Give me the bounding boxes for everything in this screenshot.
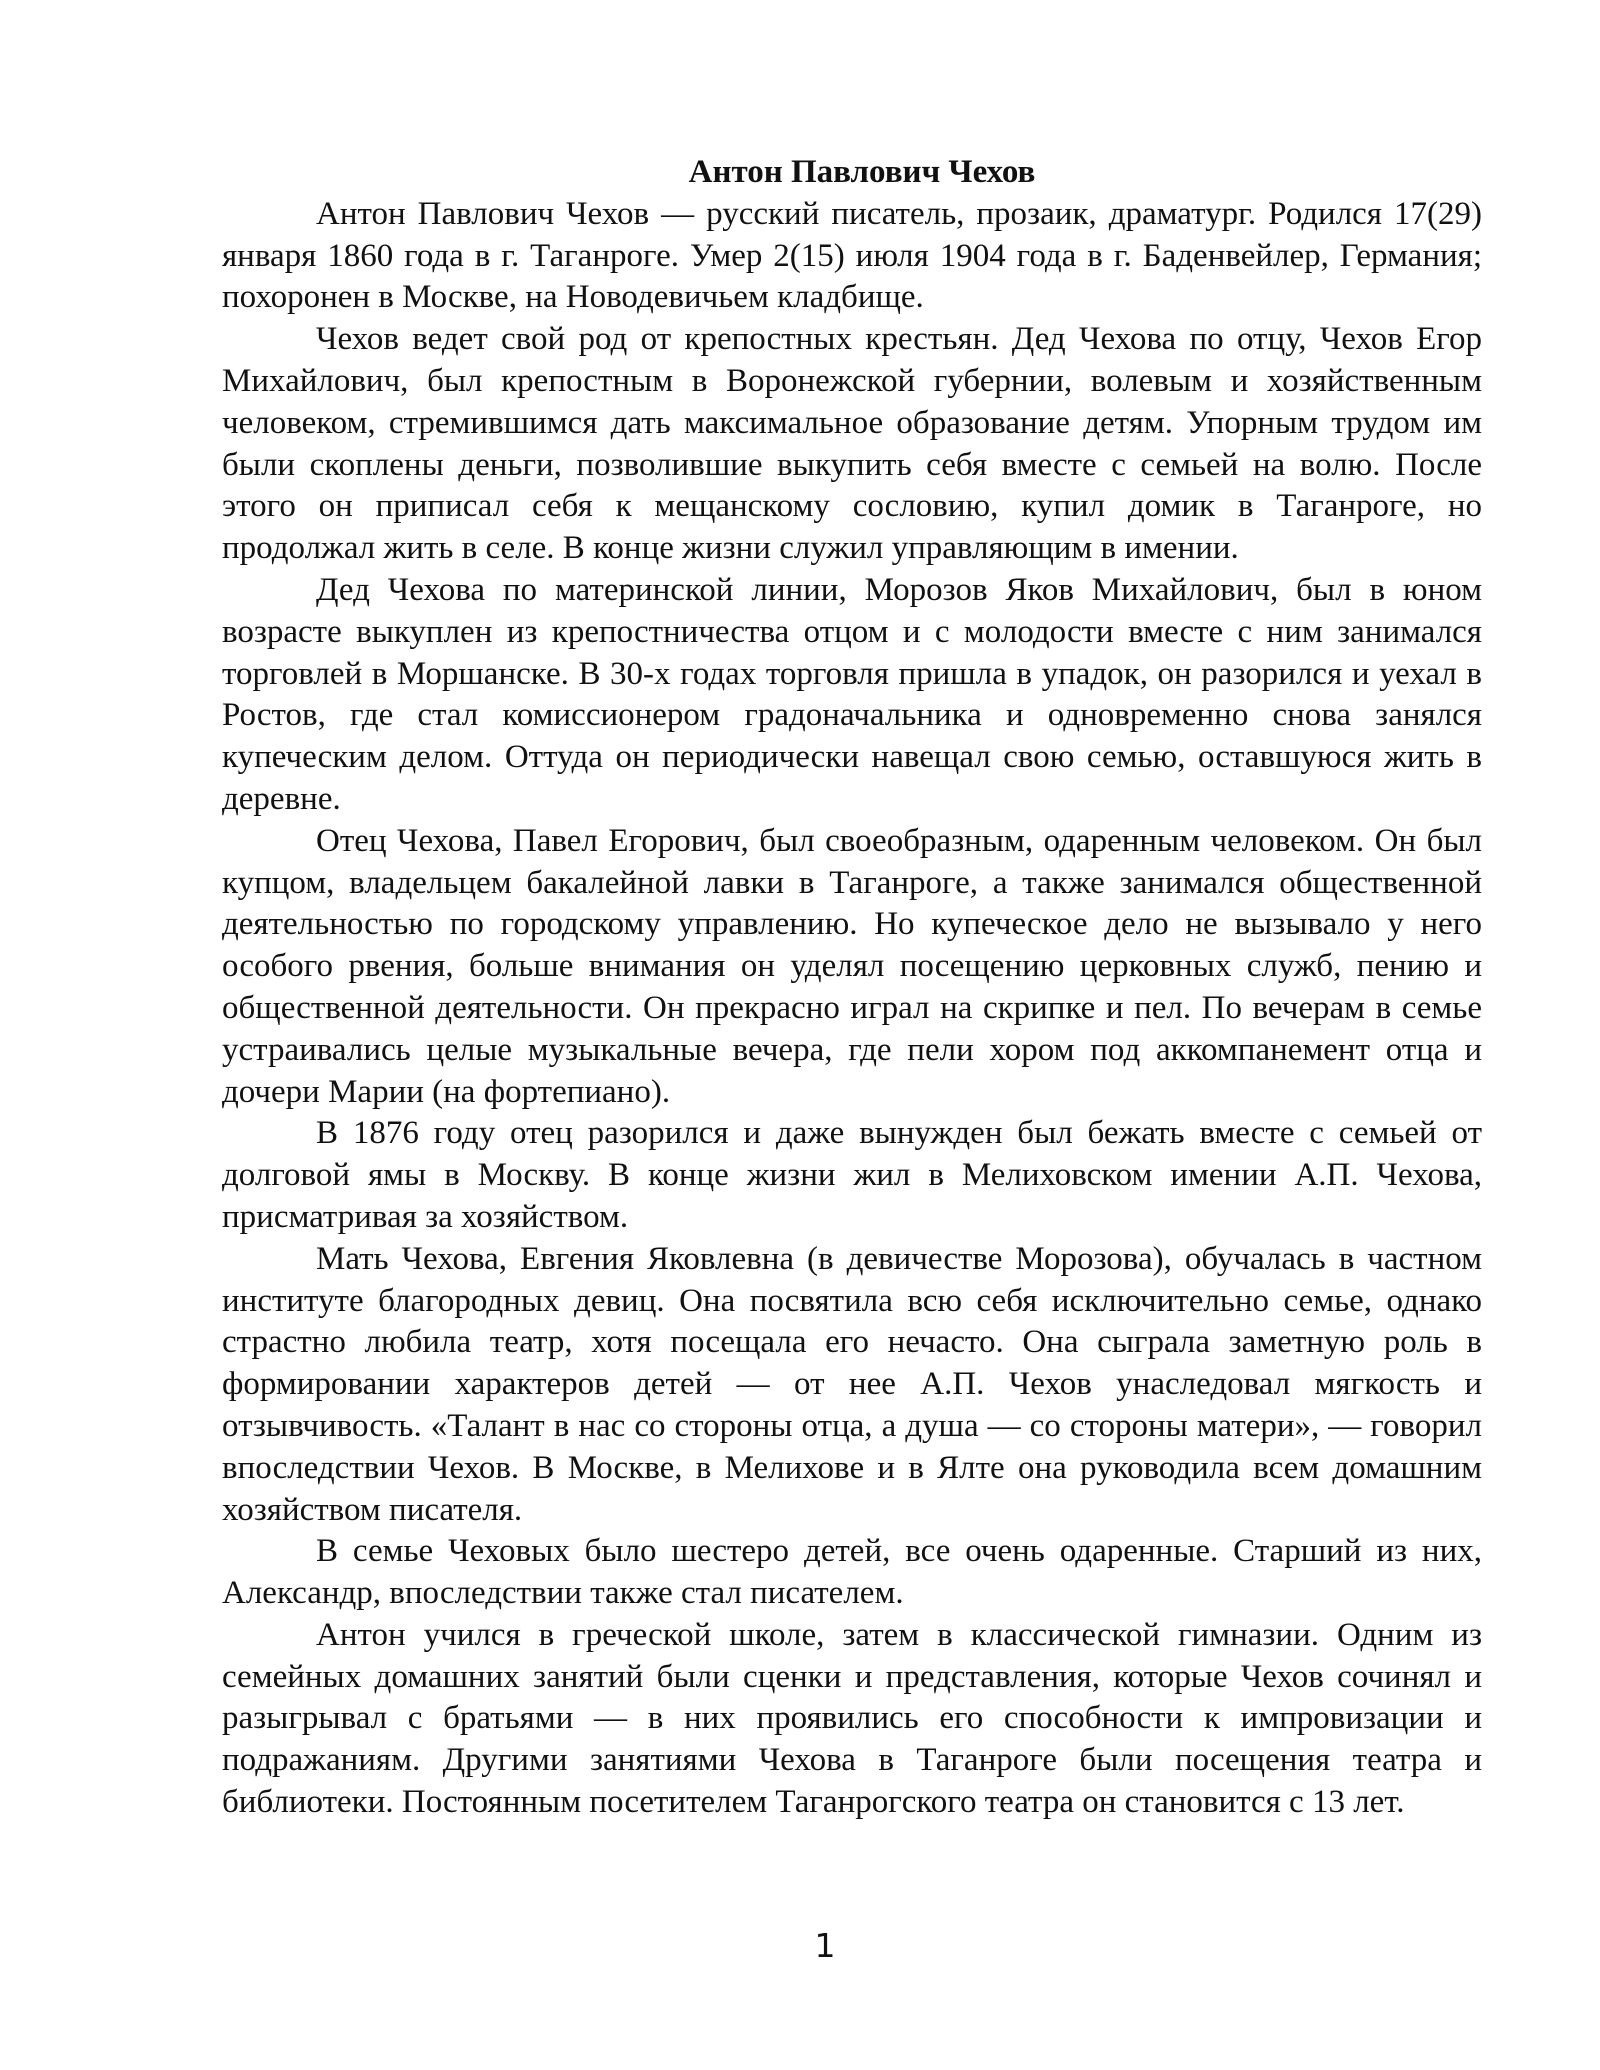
document-title: Антон Павлович Чехов — [688, 154, 1036, 190]
paragraph-paternal-grandfather: Чехов ведет свой род от крепостных крестьян. Дед Чехова по отцу, Чехов Егор Михайлович, был крепостным в Воронежской губернии, волевым и хозяйственным человеком, стремившимся дать максимальное образование детям. Упорным трудом им были скоплены деньги, позволившие выкупить себя вместе с семьей на волю. После этого он приписал себя к мещанскому сословию, купил домик в Таганроге, но продолжал жить в селе. В конце жизни служил управляющим в имении. — [222, 321, 1482, 567]
paragraph-maternal-grandfather: Дед Чехова по материнской линии, Морозов Яков Михайлович, был в юном возрасте выкуплен из крепостничества отцом и с молодости вместе с ним занимался торговлей в Моршанске. В 30-х годах торговля пришла в упадок, он разорился и уехал в Ростов, где стал комиссионером градоначальника и одновременно снова занялся купеческим делом. Оттуда он периодически навещал свою семью, оставшуюся жить в деревне. — [222, 571, 1482, 817]
paragraph-children: В семье Чеховых было шестеро детей, все очень одаренные. Старший из них, Александр, впоследствии также стал писателем. — [222, 1533, 1482, 1612]
document-body — [222, 152, 1482, 1824]
paragraph-father: Отец Чехова, Павел Егорович, был своеобразным, одаренным человеком. Он был купцом, владельцем бакалейной лавки в Таганроге, а также занимался общественной деятельностью по городскому управлению. Но купеческое дело не вызывало у него особого рвения, больше внимания он уделял посещению церковных служб, пению и общественной деятельности. Он прекрасно играл на скрипке и пел. По вечерам в семье устраивались целые музыкальные вечера, где пели хором под аккомпанемент отца и дочери Марии (на фортепиано). — [222, 822, 1482, 1110]
paragraph-father-ruin: В 1876 году отец разорился и даже вынужден был бежать вместе с семьей от долговой ямы в Москву. В конце жизни жил в Мелиховском имении А.П. Чехова, присматривая за хозяйством. — [222, 1115, 1482, 1235]
page-number: 1 — [814, 1926, 836, 1965]
paragraph-education: Антон учился в греческой школе, затем в классической гимназии. Одним из семейных домашних занятий были сценки и представления, которые Чехов сочинял и разыгрывал с братьями — в них проявились его способности к импровизации и подражаниям. Другими занятиями Чехова в Таганроге были посещения театра и библиотеки. Постоянным посетителем Таганрогского театра он становится с 13 лет. — [222, 1616, 1482, 1821]
paragraph-mother: Мать Чехова, Евгения Яковлевна (в девичестве Морозова), обучалась в частном институте благородных девиц. Она посвятила всю себя исключительно семье, однако страстно любила театр, хотя посещала его нечасто. Она сыграла заметную роль в формировании характеров детей — от нее А.П. Чехов унаследовал мягкость и отзывчивость. «Талант в нас со стороны отца, а душа — со стороны матери», — говорил впоследствии Чехов. В Москве, в Мелихове и в Ялте она руководила всем домашним хозяйством писателя. — [222, 1240, 1482, 1528]
paragraph-birth-death: Антон Павлович Чехов — русский писатель, прозаик, драматург. Родился 17(29) января 1860 года в г. Таганроге. Умер 2(15) июля 1904 года в г. Баденвейлер, Германия; похоронен в Москве, на Новодевичьем кладбище. — [222, 195, 1482, 316]
